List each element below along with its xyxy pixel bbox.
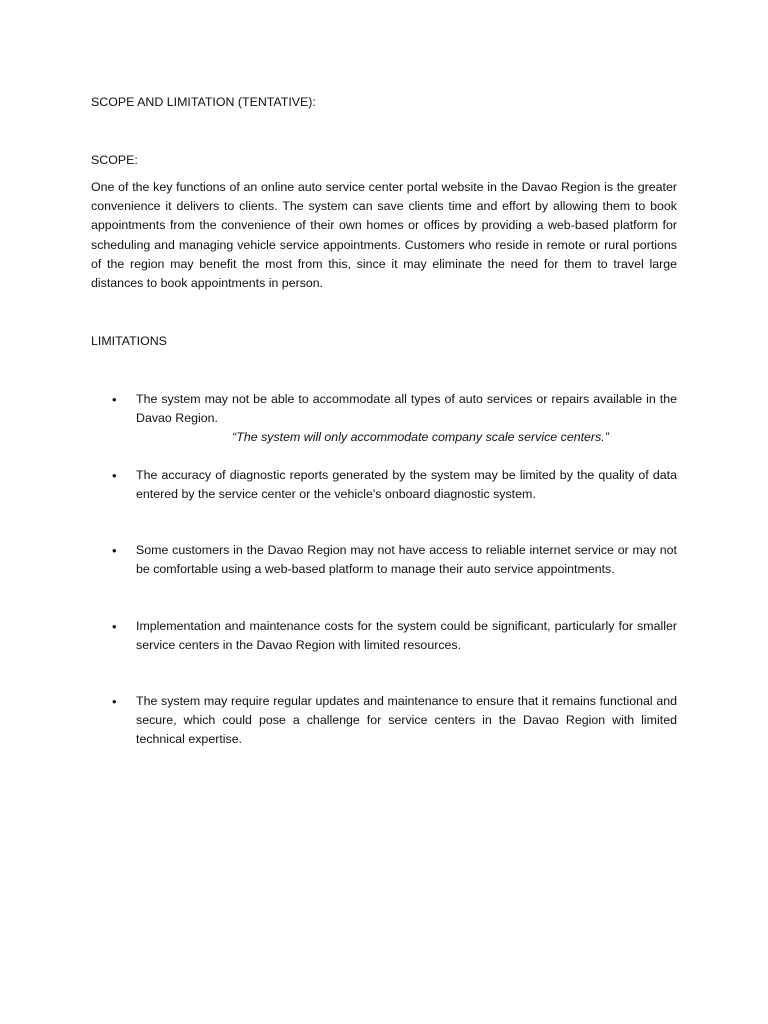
limitations-heading: LIMITATIONS (91, 334, 167, 348)
limitation-text-3: Some customers in the Davao Region may not have access to reliable internet service or may not be comfortable using a web-based platform to manage their auto service appointments. (136, 543, 677, 576)
limitation-text-4: Implementation and maintenance costs for the system could be significant, particularly for smaller service centers in the Davao Region with limited resources. (136, 619, 677, 652)
limitation-text-2: The accuracy of diagnostic reports generated by the system may be limited by the quality of data entered by the service center or the vehicle's onboard diagnostic system. (136, 468, 677, 501)
bullet-icon: • (112, 694, 117, 709)
bullet-icon: • (112, 543, 117, 558)
limitation-text-5: The system may require regular updates and maintenance to ensure that it remains functional and secure, which could pose a challenge for service centers in the Davao Region with limited technical expertise. (136, 694, 677, 746)
document-title: SCOPE AND LIMITATION (TENTATIVE): (91, 95, 316, 109)
scope-paragraph: One of the key functions of an online auto service center portal website in the Davao Region is the greater convenience it delivers to clients. The system can save clients time and effort by allowing them to book appointments from the convenience of their own homes or offices by providing a web-based platform for scheduling and managing vehicle service appointments. Customers who reside in remote or rural portions of the region may benefit the most from this, since it may eliminate the need for them to travel large distances to book appointments in person. (91, 180, 677, 291)
limitation-note-1: “The system will only accommodate company scale service centers.” (232, 430, 609, 444)
limitation-text-1: The system may not be able to accommodate all types of auto services or repairs available in the Davao Region. (136, 392, 677, 425)
bullet-icon: • (112, 468, 117, 483)
scope-heading: SCOPE: (91, 153, 138, 167)
bullet-icon: • (112, 619, 117, 634)
bullet-icon: • (112, 392, 117, 407)
